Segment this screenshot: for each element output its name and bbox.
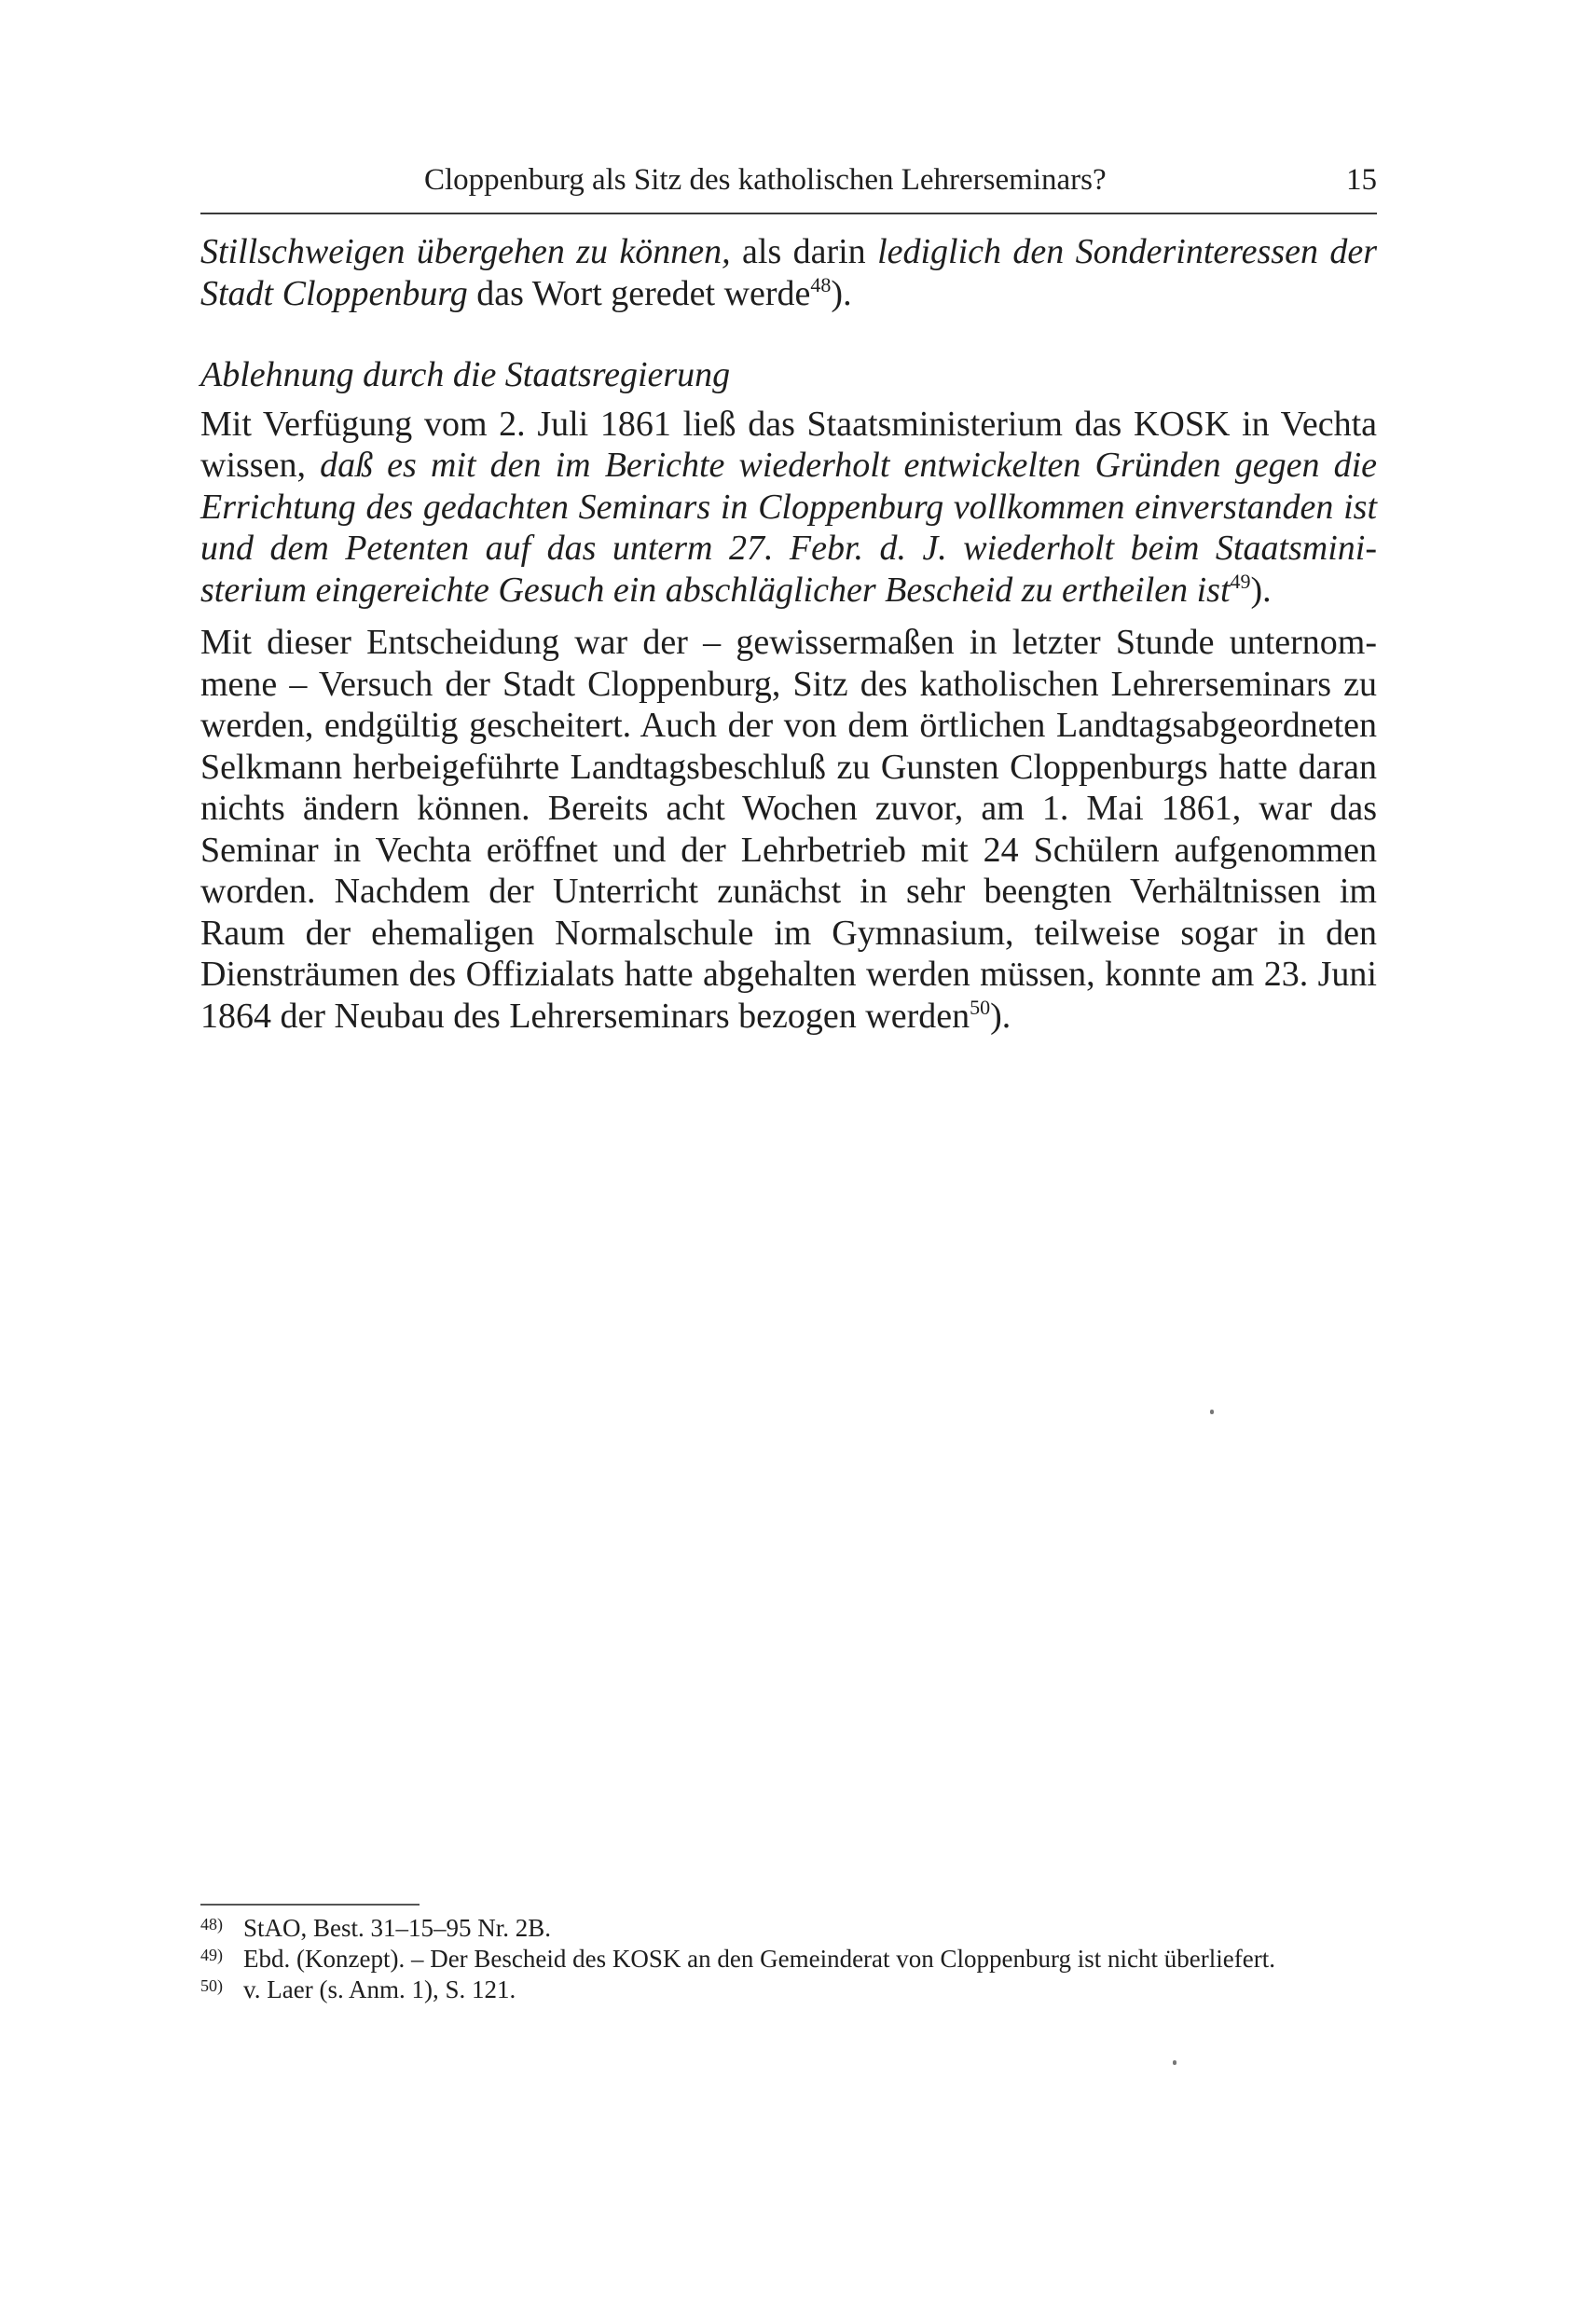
header-rule — [200, 213, 1377, 214]
intro-text-2: das Wort geredet werde — [467, 273, 811, 313]
scan-speck — [1173, 2060, 1176, 2065]
paragraph-1-text-1: Mit Verfügung vom 2. Juli 1861 ließ das Staatsministerium das KOSK in Vechta wissen, — [200, 404, 1377, 485]
footnote-rule — [200, 1904, 420, 1906]
footnote-text: Ebd. (Konzept). – Der Bescheid des KOSK an den Gemeinderat von Cloppenburg ist nicht überliefert. — [243, 1945, 1275, 1973]
footnote-marker: 49) — [200, 1946, 223, 1964]
footnote-marker: 48) — [200, 1915, 223, 1934]
footnote-ref-49: 49 — [1230, 569, 1251, 593]
paragraph-2-text-1: Mit dieser Entscheidung war der – gewissermaßen in letzter Stunde unternommene – Versuch der Stadt Cloppenburg, Sitz des katholischen Lehrerseminars zu werden, endgültig gescheitert. Auch der von dem örtlichen Landtagsabgeordneten Selkmann herbeigeführte Landtagsbeschluß zu Gunsten Cloppenburgs hatte daran nichts ändern können. Bereits acht Wochen zuvor, am 1. Mai 1861, war das Seminar in Vechta eröffnet und der Lehrbetrieb mit 24 Schülern aufgenommen worden. Nachdem der Unterricht zunächst in sehr beengten Verhältnissen im Raum der ehemaligen Normalschule im Gymnasium, teilweise sogar in den Diensträumen des Offizialats hatte abgehalten werden müssen, konnte am 23. Juni 1864 der Neubau des Lehrerseminars bezogen werden — [200, 623, 1377, 1036]
footnote-text: StAO, Best. 31–15–95 Nr. 2B. — [243, 1914, 552, 1942]
intro-quote-2: lediglich den Sonderinteressen der Stadt Cloppenburg — [200, 232, 1377, 313]
footnote-49 — [200, 1944, 1377, 1975]
footnote-marker: 50) — [200, 1976, 223, 1995]
paragraph-2 — [200, 622, 1377, 1037]
paragraph-1-text-2: ). — [1250, 570, 1272, 610]
page-number: 15 — [1346, 163, 1377, 197]
footnote-text: v. Laer (s. Anm. 1), S. 121. — [243, 1975, 516, 2003]
running-head — [200, 157, 1377, 203]
footnote-ref-48: 48 — [810, 272, 832, 296]
paragraph-1 — [200, 404, 1377, 612]
footnote-48 — [200, 1913, 1377, 1944]
intro-quote-1: Stillschweigen übergehen zu können, — [200, 232, 731, 271]
paragraph-1-quote: daß es mit den im Berichte wiederholt entwickelten Gründen gegen die Errichtung des gedachten Seminars in Cloppenburg vollkommen einverstanden ist und dem Petenten auf das unterm 27. Febr. d. J. wiederholt beim Staatsministerium eingereichte Gesuch ein abschläglicher Bescheid zu ertheilen ist — [200, 446, 1377, 610]
intro-paragraph — [200, 231, 1377, 314]
body-text — [200, 231, 1377, 1037]
intro-text-1: als darin — [730, 232, 878, 271]
section-heading: Ablehnung durch die Staatsregierung — [200, 355, 731, 394]
scan-speck — [1210, 1410, 1214, 1414]
intro-text-3: ). — [831, 273, 852, 313]
footnotes — [200, 1913, 1377, 2005]
running-head-title: Cloppenburg als Sitz des katholischen Lehrerseminars? — [424, 163, 1107, 197]
paragraph-2-text-2: ). — [990, 996, 1011, 1036]
footnote-50 — [200, 1975, 1377, 2005]
footnote-ref-50: 50 — [970, 995, 991, 1019]
